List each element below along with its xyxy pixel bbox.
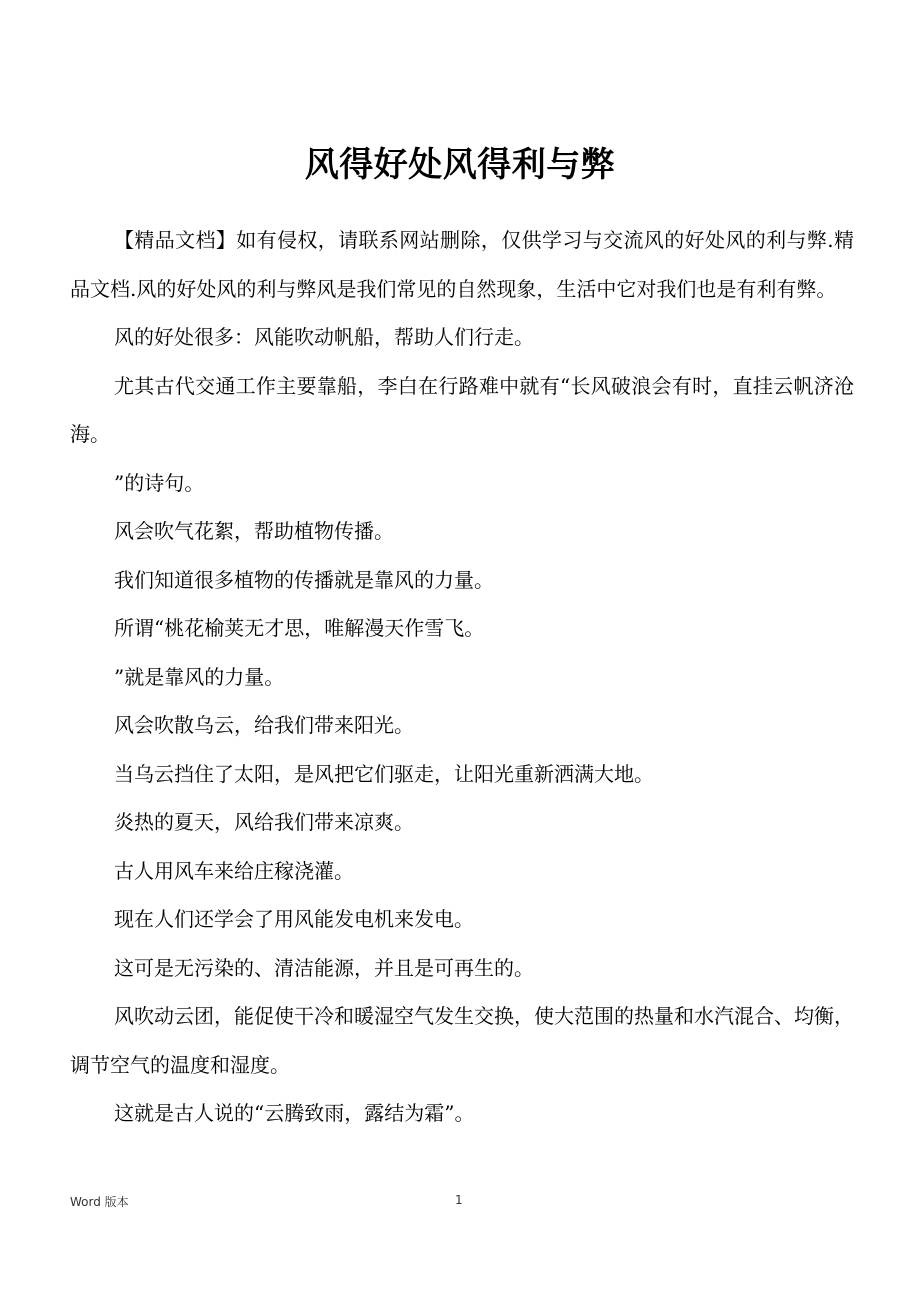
- paragraph: 古人用风车来给庄稼浇灌。: [114, 858, 354, 883]
- paragraph: 尤其古代交通工作主要靠船，李白在行路难中就有“长风破浪会有时，直挂云帆济沧海。: [70, 373, 854, 446]
- paragraph: 风会吹气花絮，帮助植物传播。: [114, 519, 394, 543]
- paragraph: 我们知道很多植物的传播就是靠风的力量。: [114, 567, 494, 592]
- footer-page-number: 1: [455, 1193, 463, 1207]
- page-title: 风得好处风得利与弊: [304, 145, 616, 185]
- paragraph: ”的诗句。: [114, 470, 205, 495]
- paragraph: 现在人们还学会了用风能发电机来发电。: [114, 907, 474, 931]
- paragraph: 风会吹散乌云，给我们带来阳光。: [114, 713, 414, 737]
- paragraph: 这就是古人说的“云腾致雨，露结为霜”。: [114, 1101, 475, 1125]
- paragraph: 【精品文档】如有侵权，请联系网站删除，仅供学习与交流风的好处风的利与弊.精品文档.风的好处风的利与弊风是我们常见的自然现象，生活中它对我们也是有利有弊。: [70, 228, 854, 301]
- paragraph: 炎热的夏天，风给我们带来凉爽。: [114, 810, 414, 834]
- paragraph: ”就是靠风的力量。: [114, 664, 285, 689]
- paragraph: 这可是无污染的、清洁能源，并且是可再生的。: [114, 955, 534, 980]
- paragraph: 所谓“桃花榆荚无才思，唯解漫天作雪飞。: [114, 616, 485, 640]
- document-body: [70, 216, 854, 1138]
- footer-version-label: Word 版本: [70, 1195, 129, 1209]
- paragraph: 风的好处很多：风能吹动帆船，帮助人们行走。: [114, 325, 534, 349]
- paragraph: 当乌云挡住了太阳，是风把它们驱走，让阳光重新洒满大地。: [114, 761, 654, 786]
- paragraph: 风吹动云团，能促使干冷和暖湿空气发生交换，使大范围的热量和水汽混合、均衡，调节空气的温度和湿度。: [70, 1004, 854, 1077]
